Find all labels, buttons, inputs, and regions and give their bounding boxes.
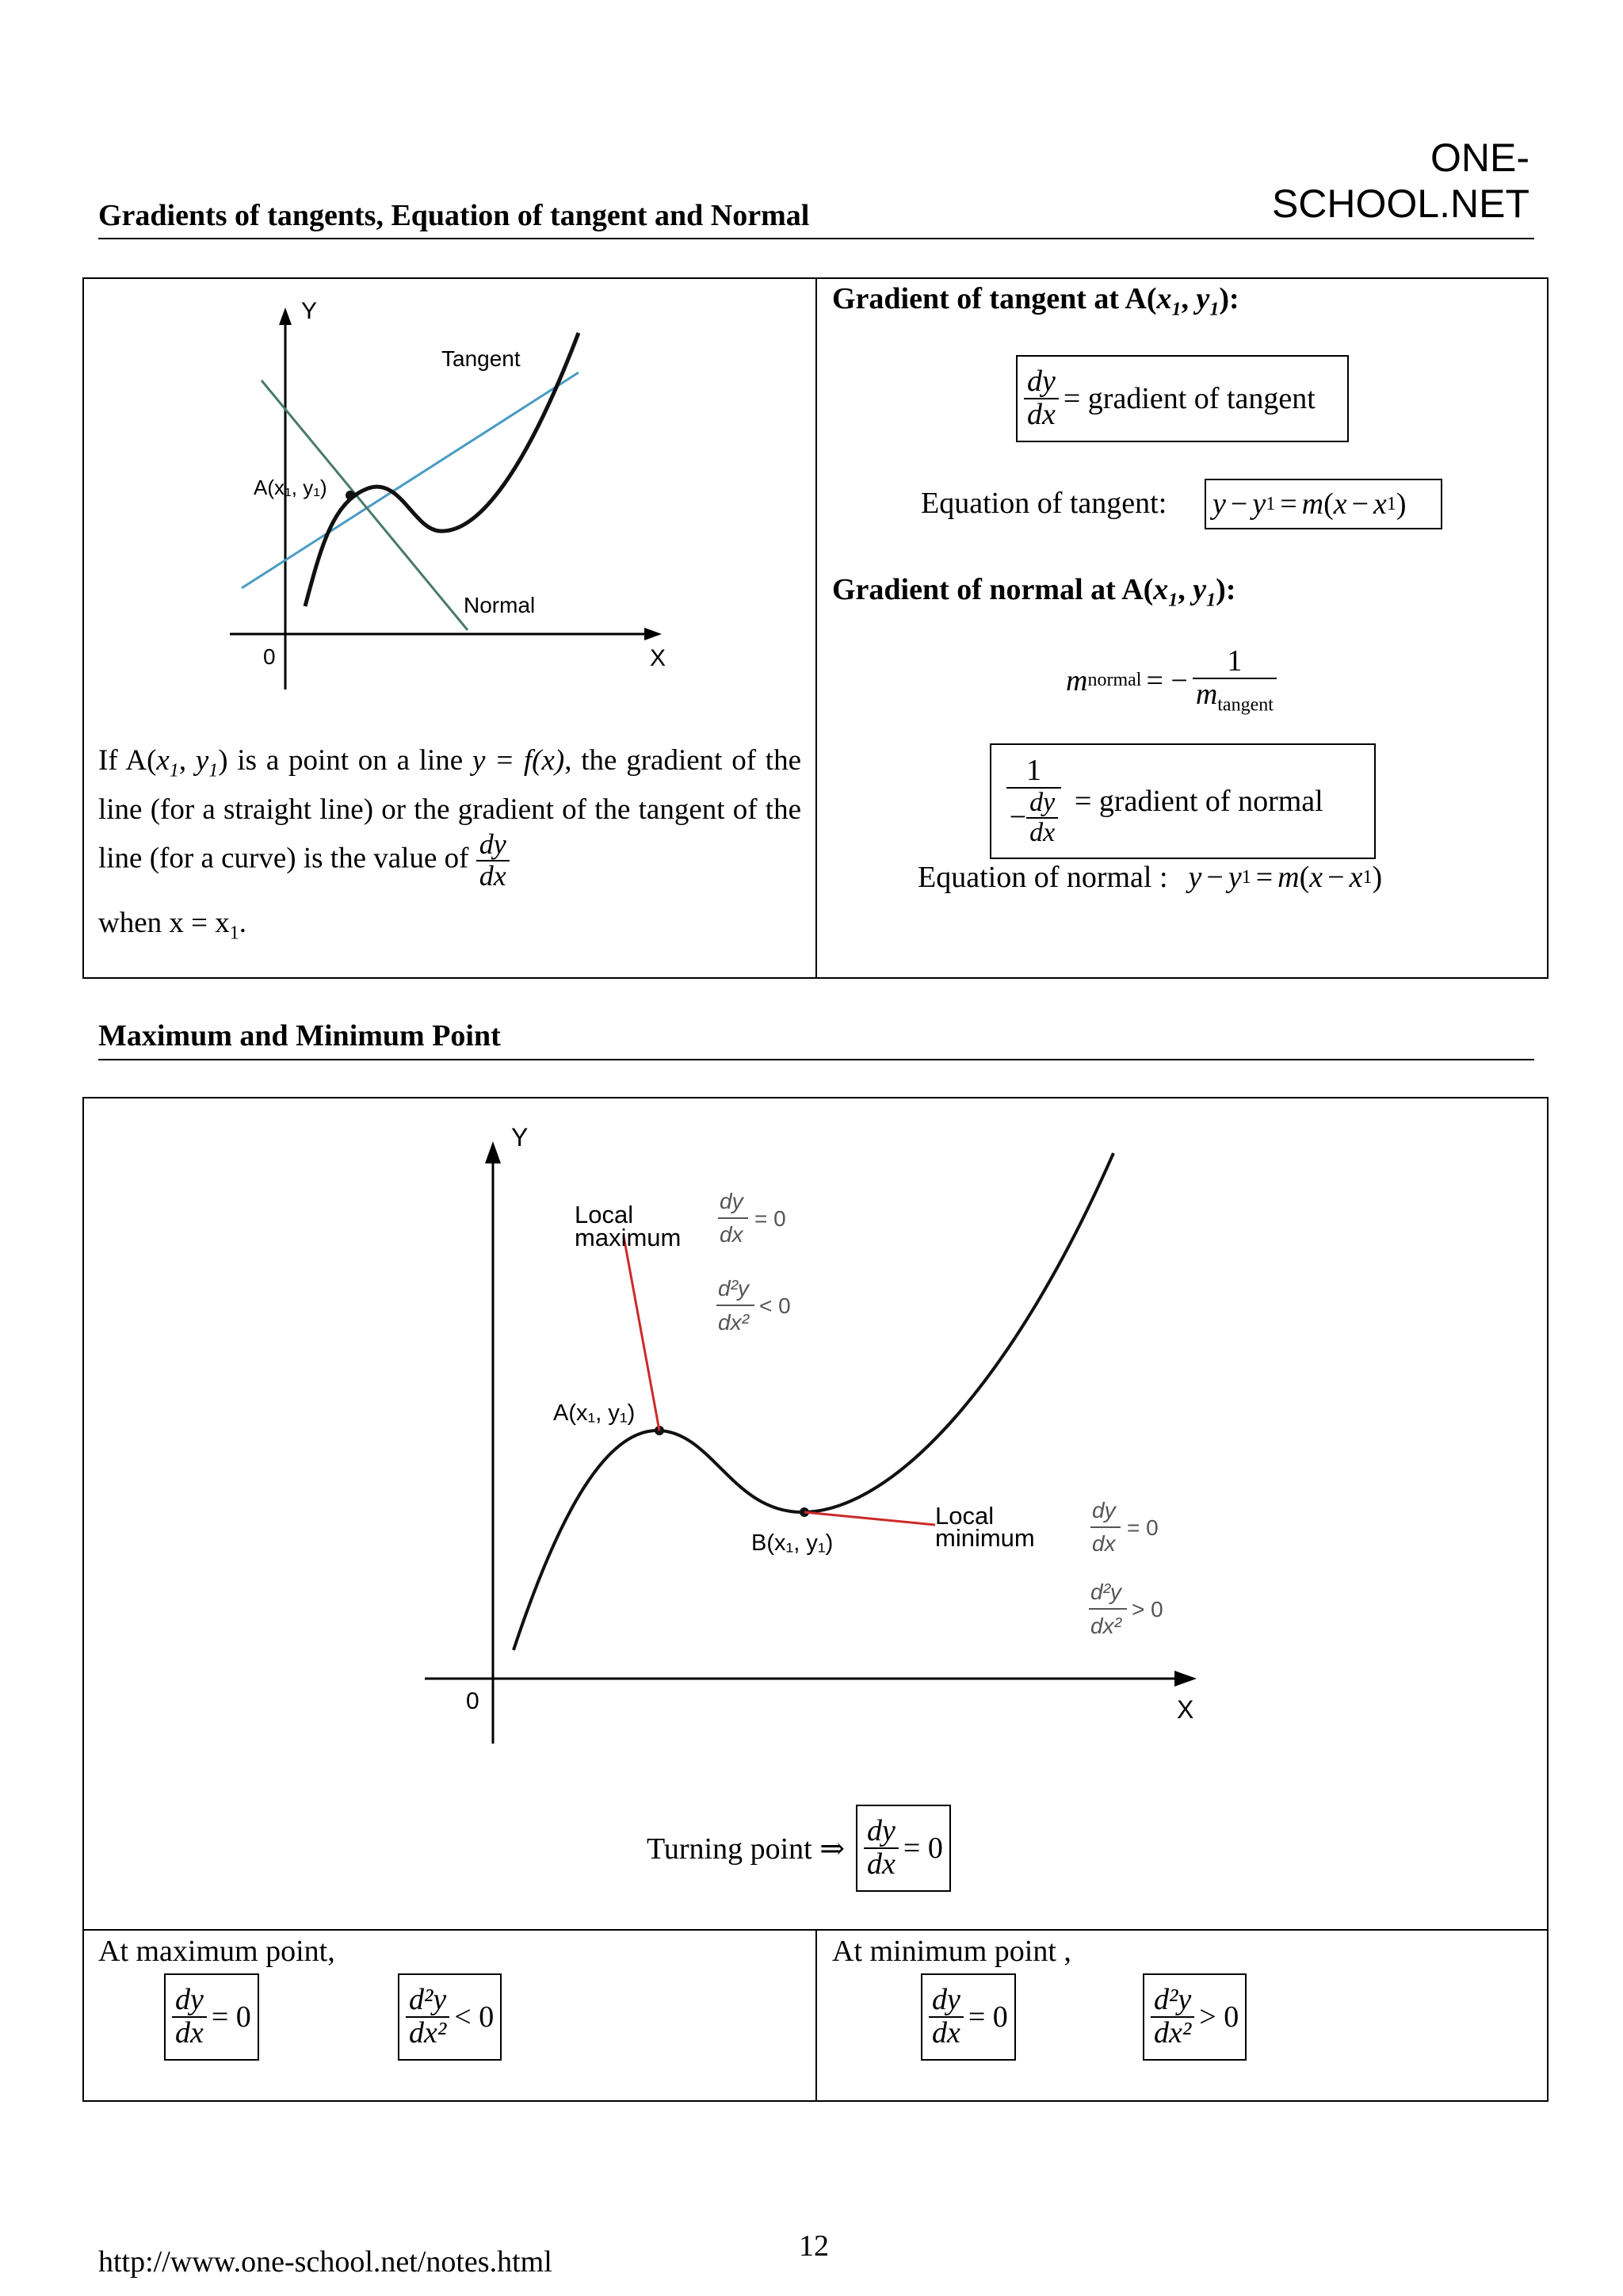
equation-of-normal-label: Equation of normal : bbox=[918, 861, 1168, 894]
turning-point-row bbox=[647, 1805, 951, 1892]
local-min-label-line2: minimum bbox=[935, 1524, 1035, 1552]
heading-sub: 1 bbox=[1206, 590, 1216, 611]
para-text: ) is a point on a line bbox=[218, 744, 472, 777]
cond-dx: dx bbox=[720, 1222, 743, 1247]
dy-dx-fraction bbox=[172, 1985, 207, 2050]
eq0-text: = 0 bbox=[968, 2000, 1008, 2034]
eq-paren: ( bbox=[1299, 861, 1310, 894]
section-title-tangent-normal: Gradients of tangents, Equation of tangent and Normal bbox=[98, 199, 810, 232]
equation-of-tangent-label: Equation of tangent: bbox=[921, 487, 1167, 520]
point-a-label: A(x₁, y₁) bbox=[254, 476, 327, 499]
equation-of-normal bbox=[918, 860, 1382, 895]
frac-numerator: dy bbox=[867, 1814, 896, 1848]
x-axis-arrow bbox=[1174, 1671, 1197, 1687]
frac-denominator bbox=[1193, 678, 1277, 716]
normal-line bbox=[262, 380, 468, 630]
section-title-max-min: Maximum and Minimum Point bbox=[98, 1019, 501, 1052]
cond-dy: dy bbox=[1092, 1498, 1116, 1522]
eq-paren: ) bbox=[1396, 487, 1407, 521]
eq-x1: x bbox=[1373, 487, 1387, 521]
eq-m: m bbox=[1277, 861, 1300, 894]
max-min-graph bbox=[412, 1110, 1252, 1744]
frac-numerator: dy bbox=[479, 828, 506, 861]
m-tangent-m: m bbox=[1195, 677, 1218, 711]
cond-lt0: < 0 bbox=[759, 1293, 791, 1318]
m-normal-m: m bbox=[1066, 663, 1088, 697]
cond-d2y: d²y bbox=[1090, 1580, 1121, 1604]
heading-text: Gradient of tangent at A( bbox=[832, 282, 1157, 315]
frac-numerator: dy bbox=[1029, 788, 1056, 818]
cond-dx: dx bbox=[1092, 1531, 1116, 1556]
heading-sub: 1 bbox=[1171, 299, 1182, 320]
eq-op: − bbox=[1230, 487, 1248, 521]
m-normal-formula bbox=[1066, 646, 1277, 716]
para-x: x bbox=[156, 744, 170, 777]
heading-sub: 1 bbox=[1168, 590, 1178, 611]
frac-denominator: dx bbox=[1026, 817, 1058, 847]
max-first-derivative-box bbox=[164, 1973, 259, 2061]
point-a-label: A(x₁, y₁) bbox=[553, 1400, 636, 1426]
local-min-conditions bbox=[1089, 1498, 1163, 1638]
eq-paren: ) bbox=[1372, 861, 1383, 894]
para-sub: 1 bbox=[169, 760, 179, 781]
para-text: , the gradient of the line (for a straight line) or the gradient of the tangent of the line (for a curve) is the value of bbox=[98, 744, 802, 875]
x-axis-label: X bbox=[650, 645, 666, 671]
equation-of-normal-formula bbox=[1189, 860, 1383, 895]
eq-op: = bbox=[1280, 487, 1297, 521]
definition-paragraph bbox=[98, 741, 801, 892]
para-text: . bbox=[239, 907, 247, 939]
max-second-derivative-box bbox=[398, 1973, 502, 2061]
y-axis-label: Y bbox=[301, 298, 318, 324]
eq-op: − bbox=[1327, 861, 1345, 894]
local-min-label-line1: Local bbox=[935, 1502, 995, 1530]
x-axis-label: X bbox=[1177, 1695, 1194, 1724]
normal-label: Normal bbox=[464, 593, 536, 617]
eq-sub: 1 bbox=[1266, 493, 1276, 514]
eq-op: − bbox=[1206, 861, 1224, 894]
definition-paragraph-end bbox=[98, 904, 246, 953]
eq0-text: = 0 bbox=[211, 2000, 251, 2034]
eq-x: x bbox=[1309, 861, 1323, 894]
heading-text: , bbox=[1181, 282, 1197, 315]
table-col-divider bbox=[815, 1929, 817, 2102]
heading-text: , bbox=[1178, 573, 1193, 606]
eq-op: − bbox=[1351, 487, 1369, 521]
frac-numerator: d²y bbox=[409, 1983, 447, 2017]
eq-op: = bbox=[1255, 861, 1274, 894]
min-point-label: At minimum point , bbox=[832, 1935, 1071, 1968]
neg-reciprocal-fraction bbox=[998, 755, 1070, 846]
para-function: y = f(x) bbox=[472, 744, 565, 777]
frac-numerator: dy bbox=[932, 1983, 960, 2017]
frac-denominator: dx bbox=[1024, 398, 1059, 431]
tangent-label: Tangent bbox=[441, 346, 521, 371]
eq-y: y bbox=[1212, 487, 1226, 521]
heading-y: y bbox=[1196, 282, 1210, 315]
heading-text: Gradient of normal at A( bbox=[832, 573, 1154, 606]
eq-y: y bbox=[1188, 861, 1202, 894]
turning-point-label: Turning point ⇒ bbox=[647, 1832, 846, 1866]
dy-dx-fraction bbox=[864, 1816, 899, 1881]
para-text: If A( bbox=[98, 744, 157, 777]
eq0-text: = 0 bbox=[903, 1832, 943, 1865]
frac-denominator: dx bbox=[864, 1847, 899, 1881]
heading-sub: 1 bbox=[1209, 299, 1220, 320]
local-max-label-line2: maximum bbox=[575, 1224, 682, 1251]
frac-numerator: dy bbox=[1027, 365, 1056, 399]
gradient-of-normal-text: = gradient of normal bbox=[1075, 785, 1323, 818]
equation-of-tangent-box bbox=[1205, 479, 1442, 529]
eq-x: x bbox=[1333, 487, 1347, 521]
cond-dx2: dx² bbox=[1090, 1614, 1121, 1638]
heading-text: ): bbox=[1219, 282, 1239, 315]
gt0-text: > 0 bbox=[1199, 2000, 1239, 2034]
d2y-dx2-fraction bbox=[1151, 1985, 1194, 2050]
tangent-normal-graph bbox=[206, 293, 697, 697]
frac-denominator: dx bbox=[929, 2016, 964, 2050]
section-rule bbox=[98, 1059, 1534, 1060]
eq-m: m bbox=[1301, 487, 1324, 521]
para-y: y bbox=[195, 744, 209, 777]
eq-y1: y bbox=[1228, 861, 1242, 894]
eq-y1: y bbox=[1252, 487, 1266, 521]
frac-numerator: d²y bbox=[1154, 1983, 1192, 2017]
m-equals: = − bbox=[1146, 663, 1188, 697]
gradient-of-tangent-text: = gradient of tangent bbox=[1063, 382, 1316, 415]
frac-denominator: dx bbox=[476, 860, 510, 892]
eq-sub: 1 bbox=[1386, 493, 1396, 514]
frac-numerator: 1 bbox=[1227, 644, 1243, 678]
local-max-label-line1: Local bbox=[575, 1201, 634, 1228]
local-min-pointer bbox=[804, 1512, 935, 1525]
cond-dy: dy bbox=[720, 1189, 743, 1213]
para-sub: 1 bbox=[208, 760, 219, 781]
para-sub: 1 bbox=[229, 923, 239, 944]
gradient-of-tangent-box bbox=[1016, 355, 1349, 442]
eq-sub: 1 bbox=[1241, 866, 1251, 888]
site-brand: ONE-SCHOOL.NET bbox=[1271, 136, 1529, 226]
origin-label: 0 bbox=[263, 644, 276, 669]
eq-x1: x bbox=[1349, 861, 1363, 894]
cond-d2y: d²y bbox=[718, 1276, 749, 1301]
eq-paren: ( bbox=[1323, 487, 1334, 521]
heading-text: ): bbox=[1216, 573, 1236, 606]
point-b-label: B(x₁, y₁) bbox=[751, 1530, 834, 1556]
table-divider bbox=[815, 277, 817, 979]
cond-dx2: dx² bbox=[718, 1310, 749, 1335]
frac-denominator: dx² bbox=[1151, 2016, 1194, 2050]
y-axis-arrow bbox=[279, 308, 292, 325]
max-point-label: At maximum point, bbox=[98, 1935, 335, 1968]
frac-denominator: dx² bbox=[406, 2016, 449, 2050]
frac-numerator: 1 bbox=[1026, 754, 1041, 788]
frac-denominator bbox=[1006, 787, 1062, 846]
dy-dx-fraction bbox=[1026, 789, 1058, 846]
min-first-derivative-box bbox=[921, 1973, 1016, 2061]
frac-denominator: dx bbox=[172, 2016, 207, 2050]
eq-sub: 1 bbox=[1362, 866, 1373, 888]
origin-label: 0 bbox=[466, 1688, 479, 1714]
d2y-dx2-fraction bbox=[406, 1985, 449, 2050]
y-axis-label: Y bbox=[511, 1123, 529, 1152]
frac-numerator: dy bbox=[175, 1983, 204, 2017]
dy-dx-fraction bbox=[476, 830, 510, 892]
y-axis-arrow bbox=[485, 1141, 501, 1163]
m-tangent-sub: tangent bbox=[1217, 694, 1274, 716]
heading-x: x bbox=[1153, 573, 1169, 606]
tangent-heading bbox=[832, 281, 1239, 321]
curve bbox=[305, 333, 579, 606]
page-number: 12 bbox=[799, 2229, 829, 2263]
para-text: when x = x bbox=[98, 907, 230, 939]
para-text: , bbox=[178, 744, 196, 777]
point-a-marker bbox=[346, 491, 355, 500]
heading-y: y bbox=[1193, 573, 1207, 606]
cond-gt0: > 0 bbox=[1132, 1597, 1163, 1622]
m-normal-sub: normal bbox=[1087, 670, 1142, 691]
min-second-derivative-box bbox=[1143, 1973, 1247, 2061]
turning-point-box bbox=[856, 1805, 951, 1892]
neg-sign: − bbox=[1009, 800, 1027, 834]
heading-x: x bbox=[1156, 282, 1172, 315]
dy-dx-fraction bbox=[929, 1985, 964, 2050]
cond-eq0: = 0 bbox=[754, 1206, 786, 1231]
footer-url[interactable]: http://www.one-school.net/notes.html bbox=[98, 2245, 552, 2279]
m-fraction bbox=[1193, 646, 1277, 716]
cond-eq0: = 0 bbox=[1127, 1515, 1159, 1540]
dy-dx-fraction bbox=[1024, 366, 1059, 431]
normal-heading bbox=[832, 572, 1235, 612]
x-axis-arrow bbox=[644, 628, 662, 640]
local-max-conditions bbox=[716, 1189, 791, 1335]
gradient-of-normal-box bbox=[990, 743, 1376, 859]
lt0-text: < 0 bbox=[454, 2000, 495, 2034]
section-rule bbox=[98, 238, 1534, 239]
